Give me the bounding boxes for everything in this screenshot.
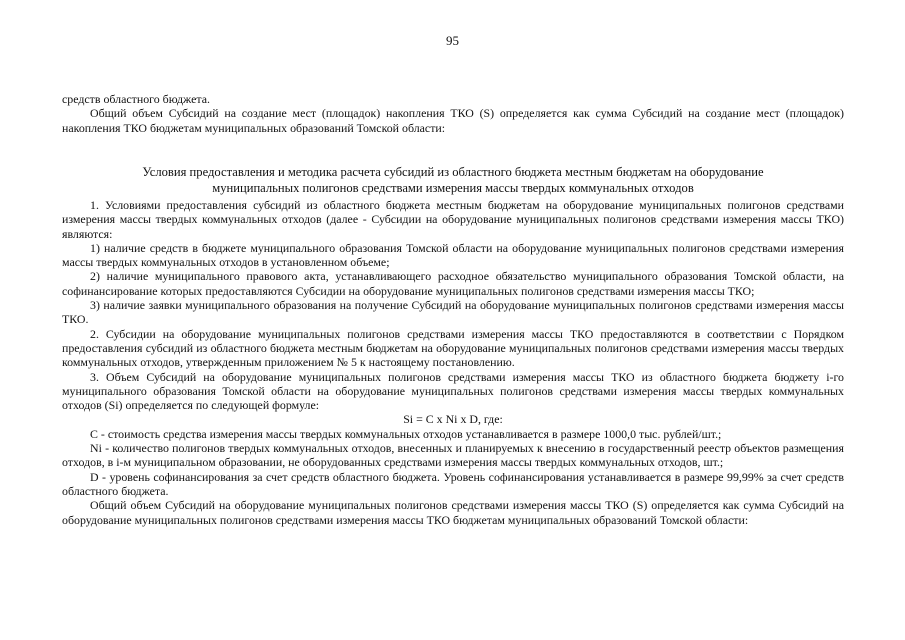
paragraph-conditions: 1. Условиями предоставления субсидий из областного бюджета местным бюджетам на оборудование муниципальных полигонов средствами измерения массы твердых коммунальных отходов (далее - Субсидии на оборудование муниципальных полигонов средствами измерения массы ТКО) являются: — [62, 198, 844, 241]
formula: Si = C x Ni x D, где: — [403, 412, 503, 427]
paragraph-variable-c: C - стоимость средства измерения массы твердых коммунальных отходов устанавливается в размере 1000,0 тыс. рублей/шт.; — [90, 426, 722, 441]
paragraph-variable-ni: Ni - количество полигонов твердых коммунальных отходов, внесенных и планируемых к внесению в государственный реестр объектов размещения отходов, в i-м муниципальном образовании, не оборудованных средствами измерения массы твердых коммунальных отходов, шт.; — [62, 441, 844, 470]
section-heading-line-1: Условия предоставления и методика расчета субсидий из областного бюджета местным бюджетам на оборудование — [142, 165, 764, 179]
paragraph-volume-calculation: 3. Объем Субсидий на оборудование муниципальных полигонов средствами измерения массы ТКО из областного бюджета бюджету i-го муниципального образования Томской области на оборудование муниципальных полигонов средствами измерения массы твердых коммунальных отходов (Si) определяется по следующей формуле: — [62, 369, 844, 413]
paragraph-total-volume-sites: Общий объем Субсидий на создание мест (площадок) накопления ТКО (S) определяется как сумма Субсидий на создание мест (площадок) накопления ТКО бюджетам муниципальных образований Томской области: — [62, 106, 844, 135]
section-heading — [62, 165, 844, 196]
paragraph-procedure: 2. Субсидии на оборудование муниципальных полигонов средствами измерения массы ТКО предоставляются в соответствии с Порядком предоставления субсидий из областного бюджета местным бюджетам на оборудование муниципальных полигонов средствами измерения массы твердых коммунальных отходов, утвержденным приложением № 5 к настоящему постановлению. — [62, 326, 844, 370]
paragraph-total-volume-equipment: Общий объем Субсидий на оборудование муниципальных полигонов средствами измерения массы ТКО (S) определяется как сумма Субсидий на оборудование муниципальных полигонов средствами измерения массы ТКО бюджетам муниципальных образований Томской области: — [62, 498, 844, 527]
paragraph-continuation: средств областного бюджета. — [62, 92, 210, 106]
top-text-block — [62, 92, 844, 135]
paragraph-condition-3: 3) наличие заявки муниципального образования на получение Субсидий на оборудование муниципальных полигонов средствами измерения массы ТКО. — [62, 298, 844, 327]
paragraph-condition-1: 1) наличие средств в бюджете муниципального образования Томской области на оборудование муниципальных полигонов средствами измерения массы твердых коммунальных отходов в установленном объеме; — [62, 240, 844, 270]
page-number: 95 — [446, 33, 459, 48]
section-weighing-equipment — [62, 165, 844, 527]
section-heading-line-2: муниципальных полигонов средствами измерения массы твердых коммунальных отходов — [212, 180, 694, 195]
paragraph-variable-d: D - уровень софинансирования за счет средств областного бюджета. Уровень софинансирования устанавливается в размере 99,99% за счет средств областного бюджета. — [62, 469, 844, 498]
paragraph-condition-2: 2) наличие муниципального правового акта, устанавливающего расходное обязательство муниципального образования Томской области, на софинансирование которых предоставляются Субсидии на оборудование муниципальных полигонов средствами измерения массы ТКО; — [62, 269, 844, 298]
